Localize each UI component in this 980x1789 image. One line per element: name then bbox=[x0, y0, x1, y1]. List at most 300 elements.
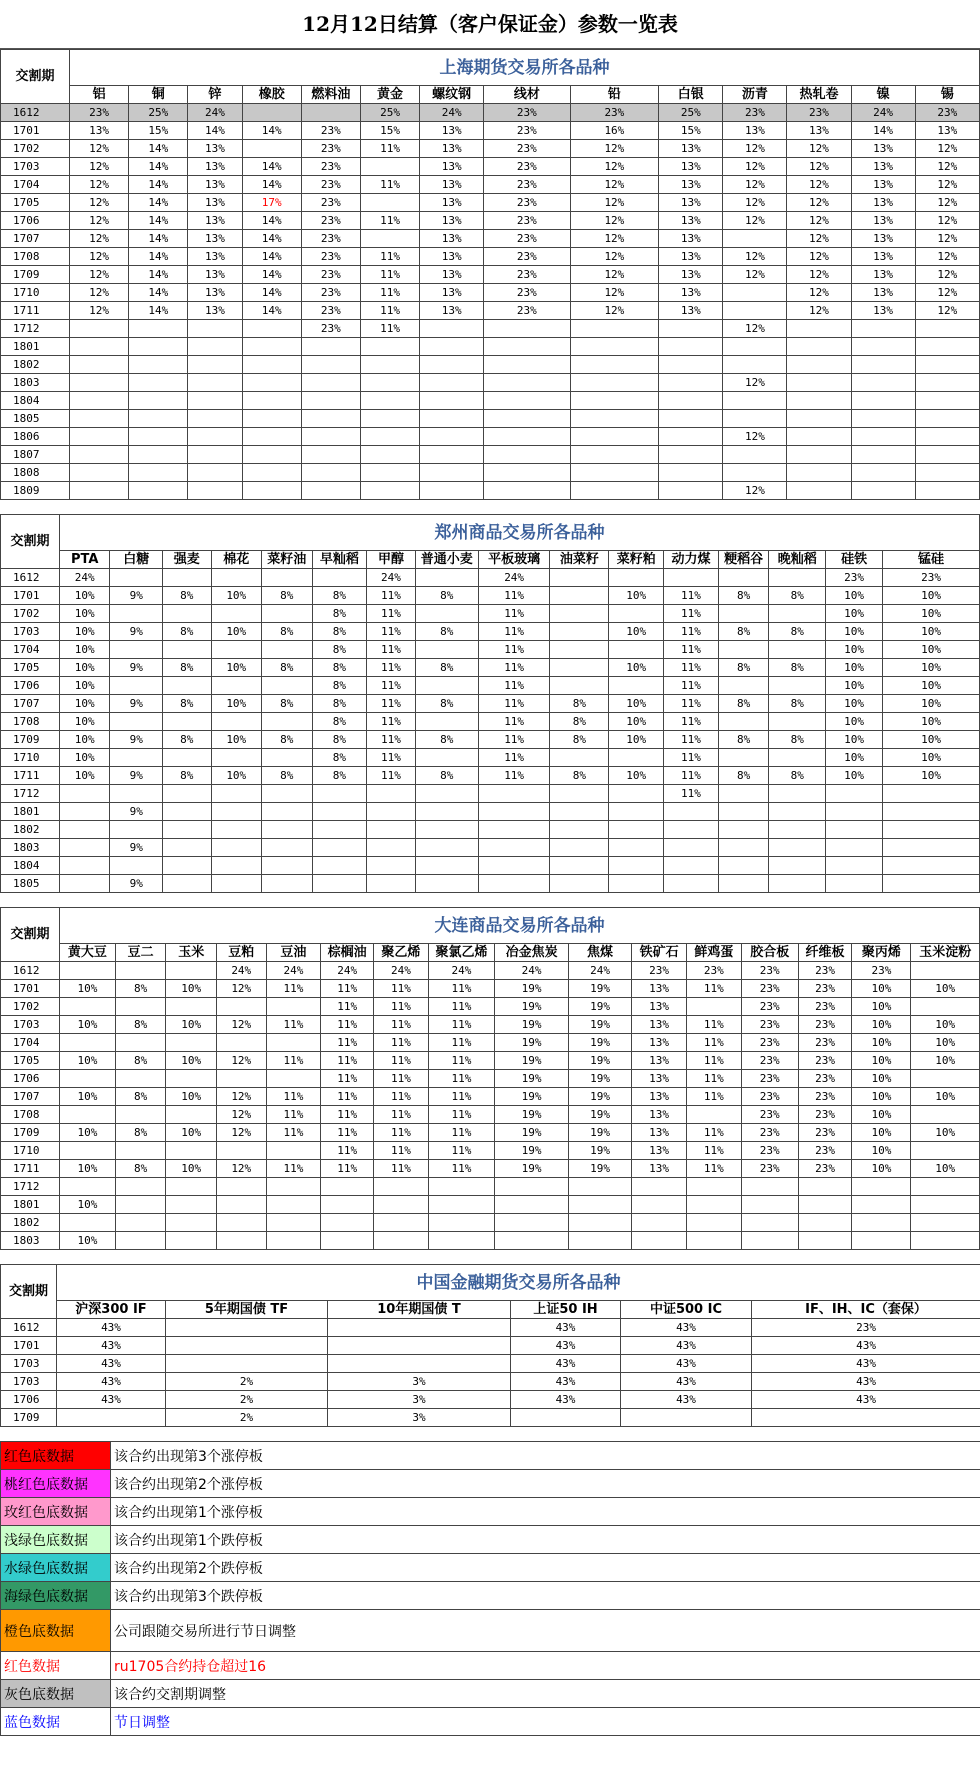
margin-cell bbox=[70, 428, 129, 446]
margin-cell: 43% bbox=[511, 1355, 621, 1373]
legend-swatch: 蓝色数据 bbox=[1, 1708, 111, 1736]
margin-cell: 11% bbox=[478, 659, 550, 677]
margin-cell bbox=[609, 749, 664, 767]
margin-cell bbox=[632, 1178, 687, 1196]
margin-cell: 11% bbox=[664, 641, 719, 659]
margin-cell bbox=[664, 821, 719, 839]
margin-cell: 23% bbox=[301, 212, 360, 230]
product-header: 锡 bbox=[915, 86, 979, 104]
margin-cell: 13% bbox=[188, 194, 242, 212]
delivery-period: 1706 bbox=[1, 212, 70, 230]
margin-cell: 11% bbox=[360, 320, 419, 338]
margin-cell: 12% bbox=[723, 248, 787, 266]
margin-cell: 10% bbox=[60, 1196, 116, 1214]
margin-cell bbox=[110, 857, 163, 875]
margin-cell: 12% bbox=[915, 140, 979, 158]
margin-cell bbox=[911, 998, 980, 1016]
margin-cell bbox=[428, 1196, 494, 1214]
legend-description: 该合约出现第1个涨停板 bbox=[111, 1498, 980, 1526]
legend-swatch: 浅绿色底数据 bbox=[1, 1526, 111, 1554]
margin-cell bbox=[163, 605, 211, 623]
margin-cell bbox=[718, 785, 769, 803]
product-header: 锰硅 bbox=[883, 551, 980, 569]
margin-cell: 11% bbox=[478, 749, 550, 767]
margin-cell bbox=[568, 1232, 631, 1250]
delivery-period: 1807 bbox=[1, 446, 70, 464]
margin-cell: 11% bbox=[321, 1070, 374, 1088]
margin-cell: 11% bbox=[686, 1088, 741, 1106]
margin-cell bbox=[826, 839, 883, 857]
margin-cell bbox=[163, 749, 211, 767]
product-header: 镍 bbox=[851, 86, 915, 104]
margin-cell: 13% bbox=[420, 122, 484, 140]
margin-cell bbox=[723, 446, 787, 464]
margin-cell bbox=[769, 605, 826, 623]
margin-cell bbox=[718, 569, 769, 587]
margin-cell bbox=[420, 392, 484, 410]
table-row bbox=[1, 122, 980, 140]
margin-cell: 24% bbox=[374, 962, 429, 980]
margin-cell bbox=[242, 392, 301, 410]
delivery-period-label: 交割期 bbox=[1, 515, 60, 569]
margin-cell: 8% bbox=[550, 695, 609, 713]
margin-cell: 8% bbox=[550, 713, 609, 731]
product-header: 线材 bbox=[484, 86, 570, 104]
margin-cell: 11% bbox=[367, 641, 415, 659]
product-header: 上证50 IH bbox=[511, 1301, 621, 1319]
delivery-period: 1709 bbox=[1, 266, 70, 284]
margin-cell bbox=[787, 464, 851, 482]
margin-cell: 11% bbox=[428, 1070, 494, 1088]
margin-cell bbox=[718, 641, 769, 659]
margin-cell bbox=[787, 392, 851, 410]
margin-cell bbox=[301, 104, 360, 122]
table-row bbox=[1, 785, 980, 803]
margin-cell: 23% bbox=[798, 1106, 852, 1124]
table-row bbox=[1, 374, 980, 392]
margin-cell: 9% bbox=[110, 767, 163, 785]
margin-cell bbox=[718, 803, 769, 821]
margin-cell: 12% bbox=[787, 248, 851, 266]
table-row bbox=[1, 1160, 980, 1178]
margin-cell: 13% bbox=[851, 194, 915, 212]
margin-cell bbox=[360, 338, 419, 356]
margin-cell bbox=[321, 1178, 374, 1196]
margin-cell bbox=[787, 446, 851, 464]
margin-cell bbox=[211, 785, 262, 803]
margin-cell: 8% bbox=[115, 1124, 166, 1142]
margin-cell: 13% bbox=[787, 122, 851, 140]
margin-cell bbox=[262, 803, 313, 821]
margin-cell: 23% bbox=[632, 962, 687, 980]
margin-cell bbox=[301, 338, 360, 356]
margin-cell bbox=[851, 338, 915, 356]
margin-cell bbox=[115, 998, 166, 1016]
margin-cell: 12% bbox=[723, 176, 787, 194]
margin-cell bbox=[659, 392, 723, 410]
margin-cell: 10% bbox=[883, 713, 980, 731]
margin-cell: 12% bbox=[787, 284, 851, 302]
margin-cell: 11% bbox=[374, 980, 429, 998]
margin-cell: 10% bbox=[911, 980, 980, 998]
margin-cell: 14% bbox=[242, 266, 301, 284]
table-row bbox=[1, 1034, 980, 1052]
margin-cell: 24% bbox=[851, 104, 915, 122]
product-header: 铝 bbox=[70, 86, 129, 104]
margin-cell bbox=[301, 464, 360, 482]
margin-cell bbox=[301, 446, 360, 464]
margin-cell bbox=[415, 749, 478, 767]
margin-cell bbox=[826, 821, 883, 839]
margin-cell bbox=[211, 821, 262, 839]
margin-cell bbox=[242, 464, 301, 482]
product-header: 平板玻璃 bbox=[478, 551, 550, 569]
margin-cell: 10% bbox=[883, 695, 980, 713]
margin-cell: 19% bbox=[568, 1070, 631, 1088]
margin-cell: 23% bbox=[741, 1052, 798, 1070]
delivery-period: 1711 bbox=[1, 1160, 60, 1178]
margin-cell: 24% bbox=[568, 962, 631, 980]
margin-cell bbox=[718, 857, 769, 875]
margin-cell bbox=[609, 839, 664, 857]
margin-cell bbox=[415, 569, 478, 587]
margin-cell: 24% bbox=[266, 962, 321, 980]
margin-cell: 19% bbox=[495, 1034, 569, 1052]
margin-cell bbox=[360, 374, 419, 392]
margin-cell: 12% bbox=[915, 230, 979, 248]
margin-cell bbox=[718, 713, 769, 731]
margin-cell: 23% bbox=[798, 998, 852, 1016]
margin-cell: 10% bbox=[911, 1124, 980, 1142]
margin-cell bbox=[883, 803, 980, 821]
margin-cell bbox=[664, 875, 719, 893]
exchange-name: 中国金融期货交易所各品种 bbox=[57, 1265, 980, 1301]
margin-cell: 19% bbox=[495, 1124, 569, 1142]
exchange-name: 大连商品交易所各品种 bbox=[60, 908, 980, 944]
delivery-period: 1709 bbox=[1, 731, 60, 749]
margin-cell bbox=[415, 713, 478, 731]
margin-cell bbox=[415, 821, 478, 839]
margin-cell: 13% bbox=[659, 158, 723, 176]
margin-cell bbox=[217, 1232, 267, 1250]
margin-cell: 10% bbox=[911, 1160, 980, 1178]
margin-cell: 11% bbox=[664, 695, 719, 713]
margin-cell: 11% bbox=[360, 212, 419, 230]
margin-cell bbox=[59, 857, 110, 875]
margin-cell: 14% bbox=[129, 302, 188, 320]
margin-cell bbox=[609, 803, 664, 821]
margin-cell bbox=[495, 1232, 569, 1250]
margin-cell: 12% bbox=[787, 140, 851, 158]
margin-cell bbox=[70, 464, 129, 482]
margin-cell: 19% bbox=[568, 1142, 631, 1160]
margin-cell: 23% bbox=[301, 122, 360, 140]
margin-cell: 23% bbox=[301, 248, 360, 266]
margin-cell bbox=[188, 320, 242, 338]
margin-cell bbox=[686, 1178, 741, 1196]
margin-cell: 10% bbox=[852, 1124, 911, 1142]
margin-cell: 13% bbox=[659, 194, 723, 212]
delivery-period: 1801 bbox=[1, 1196, 60, 1214]
margin-cell: 13% bbox=[420, 158, 484, 176]
margin-cell: 23% bbox=[484, 302, 570, 320]
margin-cell bbox=[420, 464, 484, 482]
margin-cell bbox=[718, 839, 769, 857]
delivery-period: 1706 bbox=[1, 1070, 60, 1088]
delivery-period: 1712 bbox=[1, 1178, 60, 1196]
delivery-period: 1702 bbox=[1, 998, 60, 1016]
margin-cell: 11% bbox=[664, 785, 719, 803]
margin-cell bbox=[550, 605, 609, 623]
product-header: 螺纹钢 bbox=[420, 86, 484, 104]
margin-cell bbox=[59, 803, 110, 821]
margin-cell bbox=[60, 1106, 116, 1124]
margin-cell bbox=[659, 428, 723, 446]
margin-cell bbox=[217, 1196, 267, 1214]
margin-cell: 12% bbox=[915, 284, 979, 302]
margin-cell bbox=[550, 569, 609, 587]
margin-cell bbox=[70, 356, 129, 374]
legend-row bbox=[1, 1680, 980, 1708]
product-header: 棕榈油 bbox=[321, 944, 374, 962]
margin-cell: 8% bbox=[163, 767, 211, 785]
margin-cell: 8% bbox=[718, 623, 769, 641]
margin-cell bbox=[428, 1214, 494, 1232]
margin-cell: 12% bbox=[570, 158, 659, 176]
margin-cell: 12% bbox=[217, 1106, 267, 1124]
margin-cell bbox=[188, 428, 242, 446]
margin-cell bbox=[360, 158, 419, 176]
margin-cell: 11% bbox=[321, 1124, 374, 1142]
margin-cell: 12% bbox=[915, 194, 979, 212]
margin-cell bbox=[217, 1178, 267, 1196]
margin-cell bbox=[769, 569, 826, 587]
margin-cell bbox=[262, 875, 313, 893]
legend-row bbox=[1, 1526, 980, 1554]
margin-cell: 19% bbox=[495, 1160, 569, 1178]
delivery-period: 1703 bbox=[1, 1373, 57, 1391]
margin-cell: 11% bbox=[374, 1160, 429, 1178]
margin-cell bbox=[312, 821, 367, 839]
product-header: 10年期国债 T bbox=[328, 1301, 511, 1319]
margin-cell: 13% bbox=[420, 302, 484, 320]
delivery-period: 1707 bbox=[1, 1088, 60, 1106]
table-row bbox=[1, 482, 980, 500]
margin-cell: 13% bbox=[188, 212, 242, 230]
margin-cell: 11% bbox=[428, 1034, 494, 1052]
margin-cell bbox=[163, 641, 211, 659]
margin-cell: 11% bbox=[367, 767, 415, 785]
margin-cell: 11% bbox=[374, 1124, 429, 1142]
table-row bbox=[1, 839, 980, 857]
margin-cell: 8% bbox=[415, 767, 478, 785]
margin-cell: 12% bbox=[787, 212, 851, 230]
margin-cell: 10% bbox=[852, 1142, 911, 1160]
margin-cell bbox=[609, 569, 664, 587]
margin-cell bbox=[129, 464, 188, 482]
margin-cell: 11% bbox=[686, 1142, 741, 1160]
delivery-period: 1703 bbox=[1, 158, 70, 176]
table-row bbox=[1, 1088, 980, 1106]
margin-cell: 23% bbox=[798, 1124, 852, 1142]
margin-cell: 14% bbox=[129, 158, 188, 176]
margin-cell bbox=[60, 998, 116, 1016]
margin-cell bbox=[312, 785, 367, 803]
margin-cell bbox=[415, 785, 478, 803]
margin-cell bbox=[686, 1106, 741, 1124]
margin-cell bbox=[217, 1142, 267, 1160]
product-header: 玉米淀粉 bbox=[911, 944, 980, 962]
margin-cell bbox=[484, 446, 570, 464]
margin-cell: 13% bbox=[659, 266, 723, 284]
product-header: 强麦 bbox=[163, 551, 211, 569]
margin-cell: 11% bbox=[374, 1034, 429, 1052]
margin-cell: 12% bbox=[70, 284, 129, 302]
margin-cell: 23% bbox=[484, 284, 570, 302]
margin-cell bbox=[609, 875, 664, 893]
margin-cell bbox=[367, 857, 415, 875]
delivery-period: 1803 bbox=[1, 374, 70, 392]
margin-cell: 13% bbox=[420, 248, 484, 266]
margin-cell: 11% bbox=[360, 140, 419, 158]
table-row bbox=[1, 749, 980, 767]
delivery-period: 1706 bbox=[1, 677, 60, 695]
margin-cell: 8% bbox=[163, 731, 211, 749]
margin-cell bbox=[211, 749, 262, 767]
margin-cell: 10% bbox=[852, 1160, 911, 1178]
margin-cell bbox=[723, 338, 787, 356]
margin-cell bbox=[851, 428, 915, 446]
margin-cell bbox=[609, 857, 664, 875]
margin-cell bbox=[115, 1070, 166, 1088]
margin-cell bbox=[484, 410, 570, 428]
margin-cell: 10% bbox=[883, 677, 980, 695]
margin-cell bbox=[495, 1196, 569, 1214]
margin-cell bbox=[110, 785, 163, 803]
margin-cell: 23% bbox=[484, 140, 570, 158]
delivery-period: 1708 bbox=[1, 248, 70, 266]
margin-cell: 23% bbox=[723, 104, 787, 122]
margin-cell: 13% bbox=[851, 302, 915, 320]
margin-cell bbox=[129, 446, 188, 464]
margin-cell: 13% bbox=[851, 212, 915, 230]
margin-cell bbox=[484, 338, 570, 356]
margin-cell bbox=[659, 356, 723, 374]
margin-cell: 10% bbox=[911, 1052, 980, 1070]
legend-description: 该合约出现第2个涨停板 bbox=[111, 1470, 980, 1498]
margin-cell bbox=[769, 821, 826, 839]
margin-cell: 10% bbox=[826, 713, 883, 731]
margin-cell: 8% bbox=[312, 695, 367, 713]
margin-cell: 11% bbox=[428, 1088, 494, 1106]
margin-cell bbox=[741, 1178, 798, 1196]
margin-cell bbox=[415, 839, 478, 857]
delivery-period: 1703 bbox=[1, 623, 60, 641]
margin-cell: 23% bbox=[741, 980, 798, 998]
margin-cell: 13% bbox=[188, 176, 242, 194]
margin-cell: 23% bbox=[852, 962, 911, 980]
margin-cell: 43% bbox=[57, 1373, 166, 1391]
margin-cell bbox=[242, 446, 301, 464]
margin-cell bbox=[769, 677, 826, 695]
margin-cell bbox=[60, 1214, 116, 1232]
product-header: 胶合板 bbox=[741, 944, 798, 962]
margin-cell bbox=[723, 302, 787, 320]
margin-cell: 15% bbox=[360, 122, 419, 140]
product-header: 铁矿石 bbox=[632, 944, 687, 962]
table-row bbox=[1, 587, 980, 605]
margin-cell: 23% bbox=[798, 1052, 852, 1070]
margin-cell: 23% bbox=[484, 266, 570, 284]
margin-cell: 13% bbox=[188, 266, 242, 284]
margin-cell: 10% bbox=[609, 767, 664, 785]
margin-cell bbox=[484, 482, 570, 500]
margin-cell: 13% bbox=[632, 1124, 687, 1142]
margin-cell bbox=[570, 338, 659, 356]
margin-cell: 11% bbox=[367, 695, 415, 713]
margin-cell bbox=[166, 1142, 217, 1160]
margin-cell: 11% bbox=[321, 1016, 374, 1034]
margin-cell: 10% bbox=[826, 767, 883, 785]
legend-row bbox=[1, 1582, 980, 1610]
margin-cell: 14% bbox=[129, 140, 188, 158]
margin-cell: 23% bbox=[484, 104, 570, 122]
margin-cell bbox=[374, 1214, 429, 1232]
table-row bbox=[1, 1016, 980, 1034]
margin-cell: 10% bbox=[609, 623, 664, 641]
margin-cell: 11% bbox=[686, 1070, 741, 1088]
margin-cell: 14% bbox=[242, 248, 301, 266]
margin-cell: 10% bbox=[911, 1088, 980, 1106]
delivery-period: 1803 bbox=[1, 839, 60, 857]
margin-cell: 14% bbox=[242, 212, 301, 230]
section-gap bbox=[0, 893, 980, 907]
margin-cell: 23% bbox=[301, 140, 360, 158]
delivery-period: 1709 bbox=[1, 1409, 57, 1427]
margin-cell: 24% bbox=[420, 104, 484, 122]
margin-cell bbox=[570, 374, 659, 392]
margin-cell: 23% bbox=[826, 569, 883, 587]
margin-cell: 12% bbox=[70, 302, 129, 320]
margin-cell bbox=[266, 1142, 321, 1160]
margin-cell: 13% bbox=[659, 212, 723, 230]
margin-cell bbox=[129, 338, 188, 356]
margin-cell: 8% bbox=[718, 731, 769, 749]
margin-cell: 10% bbox=[59, 677, 110, 695]
margin-cell: 8% bbox=[312, 623, 367, 641]
margin-cell: 11% bbox=[686, 1052, 741, 1070]
margin-cell bbox=[718, 749, 769, 767]
exchange-table bbox=[0, 514, 980, 893]
margin-cell bbox=[609, 641, 664, 659]
margin-cell bbox=[360, 464, 419, 482]
margin-cell bbox=[478, 875, 550, 893]
margin-cell: 10% bbox=[911, 1016, 980, 1034]
margin-cell bbox=[911, 1106, 980, 1124]
margin-cell bbox=[211, 713, 262, 731]
product-header: 聚乙烯 bbox=[374, 944, 429, 962]
delivery-period: 1701 bbox=[1, 587, 60, 605]
margin-cell: 12% bbox=[570, 284, 659, 302]
delivery-period: 1711 bbox=[1, 302, 70, 320]
margin-cell bbox=[550, 587, 609, 605]
table-row bbox=[1, 1409, 980, 1427]
margin-cell: 14% bbox=[129, 284, 188, 302]
margin-cell: 23% bbox=[484, 158, 570, 176]
product-header: 豆粕 bbox=[217, 944, 267, 962]
margin-cell: 12% bbox=[787, 176, 851, 194]
table-row bbox=[1, 356, 980, 374]
